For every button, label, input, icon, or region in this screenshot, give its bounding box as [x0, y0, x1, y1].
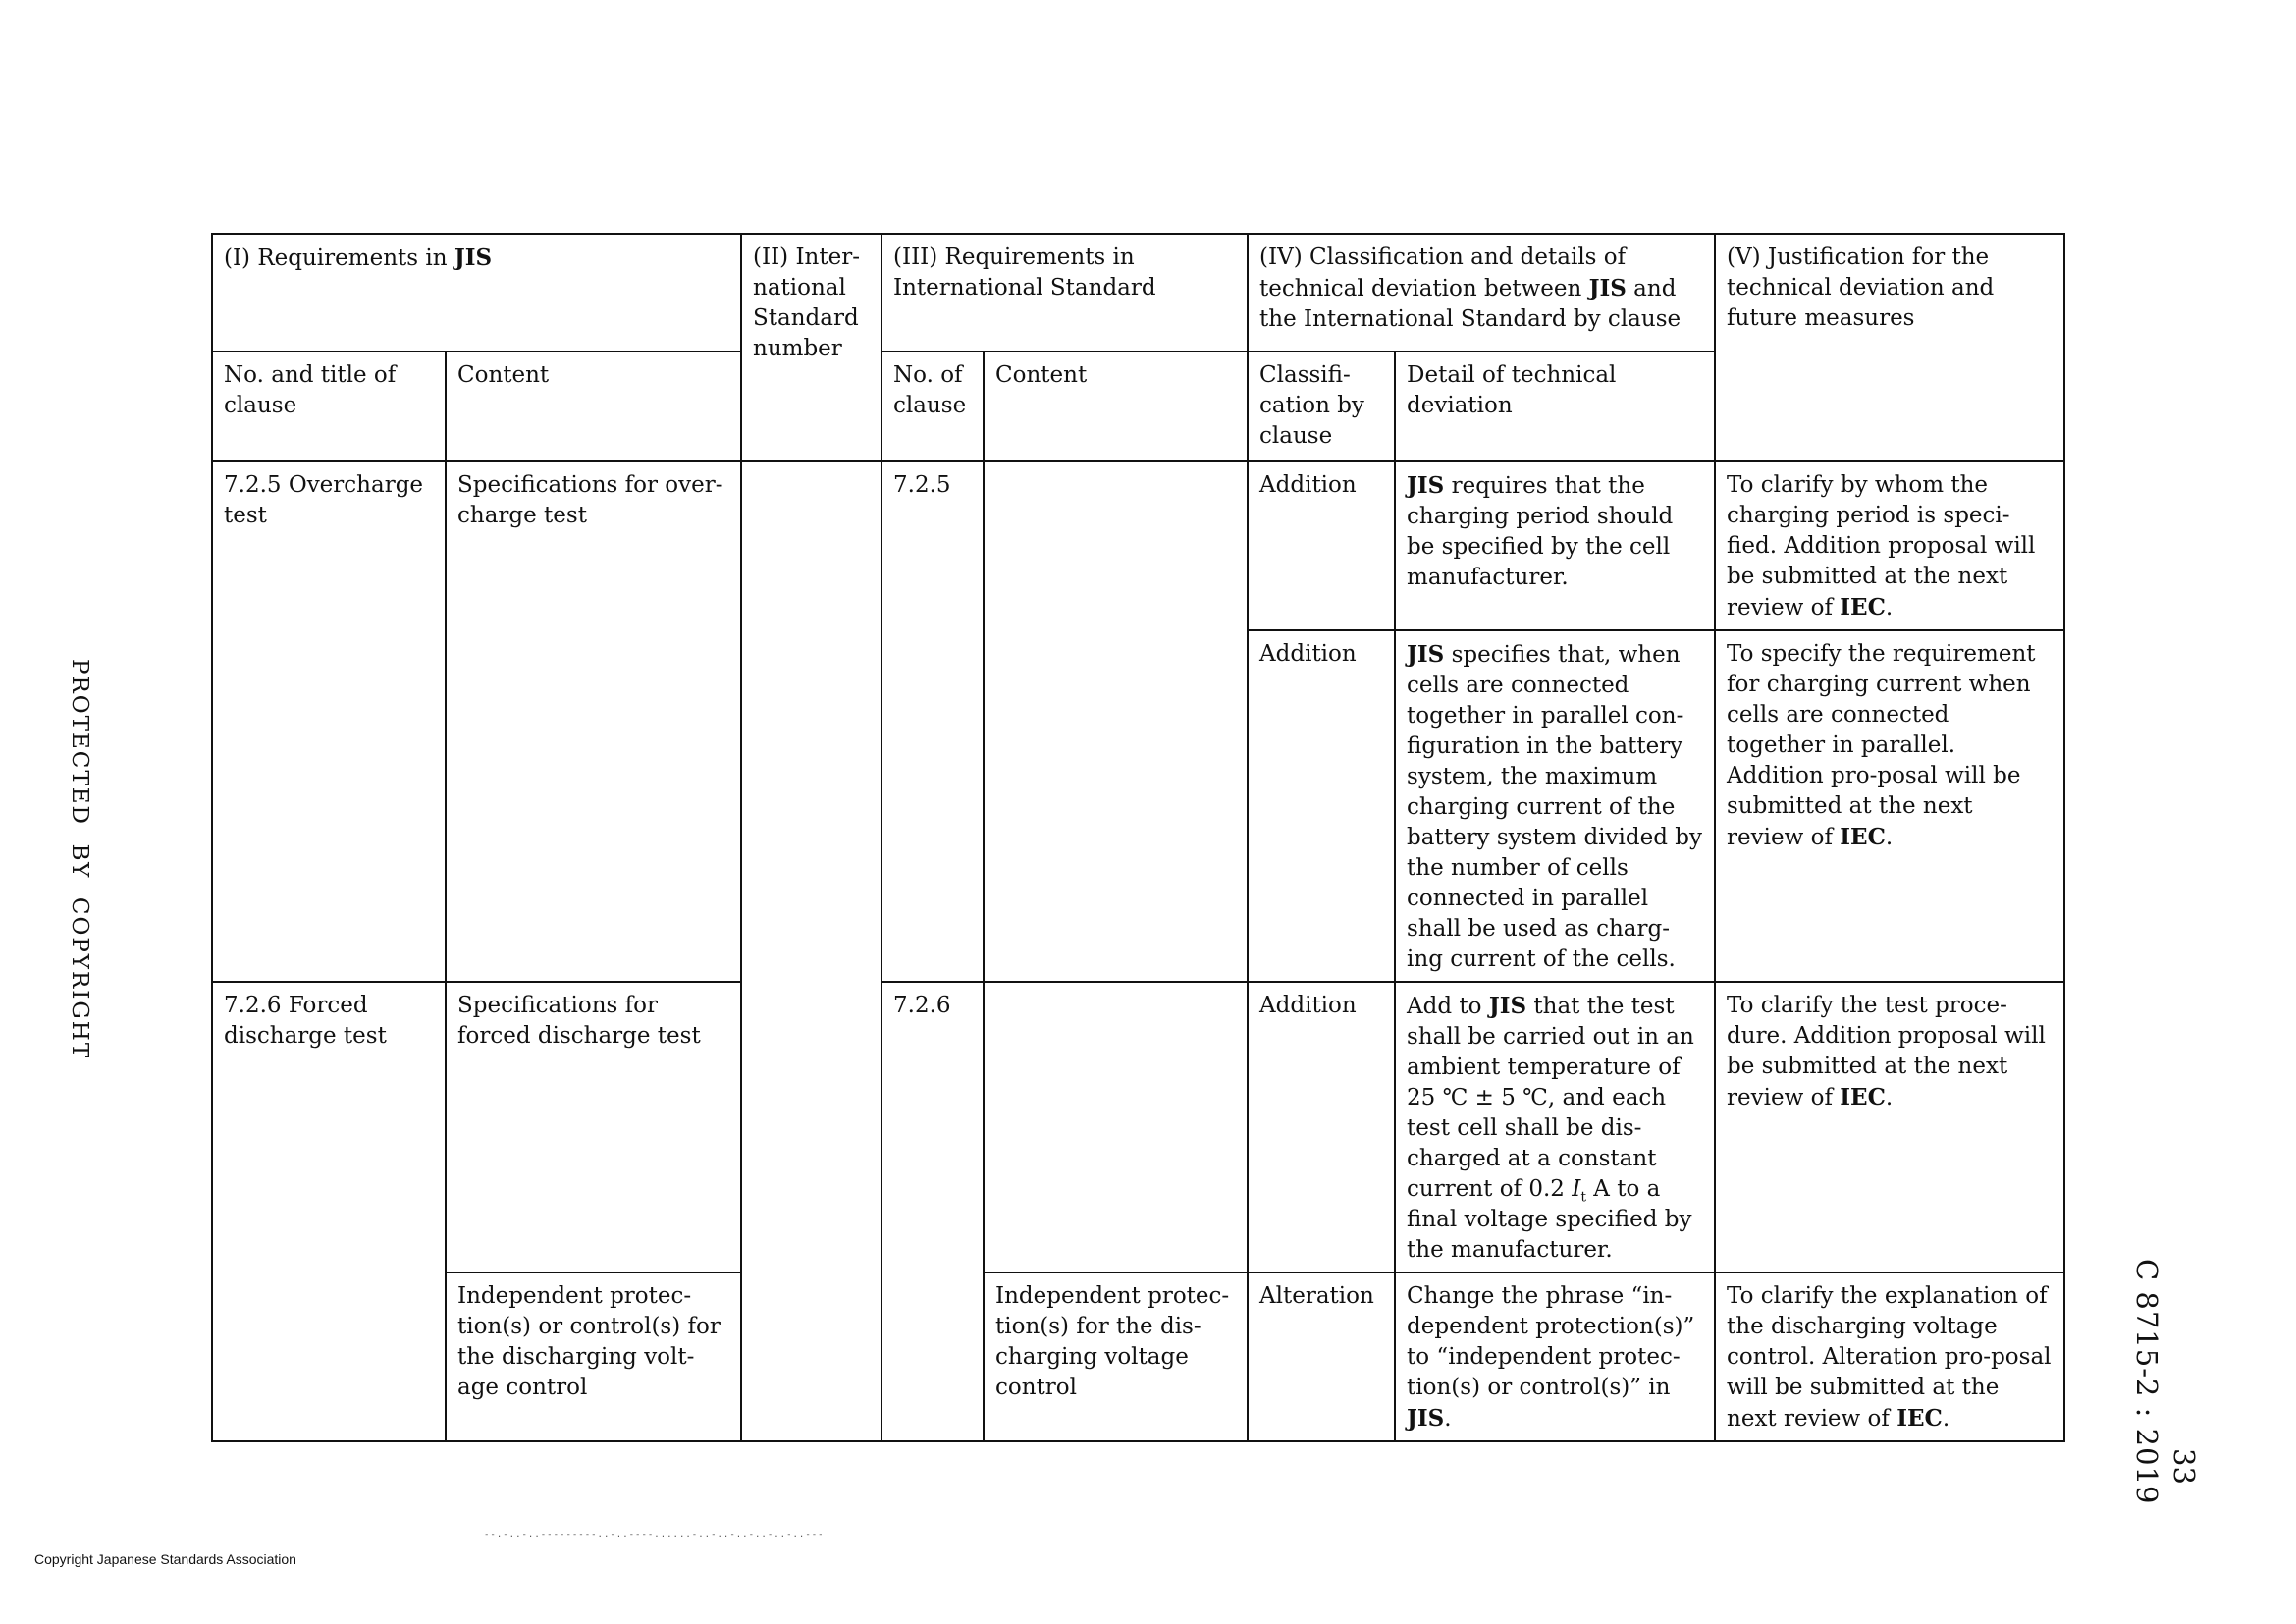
table-row: [212, 982, 2064, 1272]
subheader-content-intl: Content: [984, 352, 1248, 461]
classification-cell: Alteration: [1248, 1272, 1395, 1441]
subheader-detail: Detail of technical deviation: [1395, 352, 1715, 461]
intl-content-cell: Independent protec-tion(s) for the dis-charging voltage control: [984, 1272, 1248, 1441]
subheader-content-jis: Content: [446, 352, 741, 461]
intl-clause-cell: 7.2.6: [881, 982, 984, 1441]
detail-cell: JIS requires that the charging period should be specified by the cell manufacturer.: [1395, 461, 1715, 630]
detail-cell: Change the phrase “in-dependent protection(s)” to “independent protec-tion(s) or control(s)” in JIS.: [1395, 1272, 1715, 1441]
content-cell: Independent protec-tion(s) or control(s) for the discharging volt-age control: [446, 1272, 741, 1441]
justification-cell: To clarify the test proce-dure. Addition proposal will be submitted at the next review of IEC.: [1715, 982, 2064, 1272]
clause-cell: 7.2.5 Overcharge test: [212, 461, 446, 982]
subheader-no-title: No. and title of clause: [212, 352, 446, 461]
clause-cell: 7.2.6 Forced discharge test: [212, 982, 446, 1441]
content-cell: Specifications for over-charge test: [446, 461, 741, 982]
standard-number: C 8715-2 : 2019: [2130, 1259, 2163, 1505]
header-international-standard-number: (II) Inter-national Standard number: [741, 234, 881, 461]
justification-cell: To clarify by whom the charging period is speci-fied. Addition proposal will be submitted at the next review of IEC.: [1715, 461, 2064, 630]
classification-cell: Addition: [1248, 630, 1395, 982]
deviation-table: [211, 233, 2065, 1442]
header-justification: (V) Justification for the technical deviation and future measures: [1715, 234, 2064, 461]
header-row: [212, 234, 2064, 352]
intl-clause-cell: 7.2.5: [881, 461, 984, 982]
header-requirements-jis: (I) Requirements in JIS: [212, 234, 741, 352]
header-classification-details: (IV) Classification and details of technical deviation between JIS and the International Standard by clause: [1248, 234, 1715, 352]
classification-cell: Addition: [1248, 982, 1395, 1272]
classification-cell: Addition: [1248, 461, 1395, 630]
copyright-footer: Copyright Japanese Standards Association: [34, 1551, 296, 1567]
footer-dots: --.-..-..---------..-..----......-..-..-..-..-..-..---: [484, 1530, 825, 1540]
intl-content-cell: [984, 982, 1248, 1272]
intl-standard-number-cell: [741, 461, 881, 1441]
content-cell: Specifications for forced discharge test: [446, 982, 741, 1272]
page-number: 33: [2167, 1448, 2201, 1485]
justification-cell: To clarify the explanation of the discharging voltage control. Alteration pro-posal will be submitted at the next review of IEC.: [1715, 1272, 2064, 1441]
header-requirements-intl: (III) Requirements in International Standard: [881, 234, 1248, 352]
subheader-classification: Classifi-cation by clause: [1248, 352, 1395, 461]
table-row: [212, 1272, 2064, 1441]
detail-cell: JIS specifies that, when cells are connected together in parallel con-figuration in the battery system, the maximum charging current of the battery system divided by the number of cells connected in parallel shall be used as charg-ing current of the cells.: [1395, 630, 1715, 982]
intl-content-cell: [984, 461, 1248, 982]
subheader-no-clause: No. of clause: [881, 352, 984, 461]
table-row: [212, 461, 2064, 630]
copyright-side-label: PROTECTED BY COPYRIGHT: [67, 659, 92, 1060]
justification-cell: To specify the requirement for charging current when cells are connected together in parallel. Addition pro-posal will be submitted at the next review of IEC.: [1715, 630, 2064, 982]
detail-cell: Add to JIS that the test shall be carried out in an ambient temperature of 25 ℃ ± 5 ℃, and each test cell shall be dis-charged at a constant current of 0.2 $I_t$ A to a final voltage specified by the manufacturer.: [1395, 982, 1715, 1272]
